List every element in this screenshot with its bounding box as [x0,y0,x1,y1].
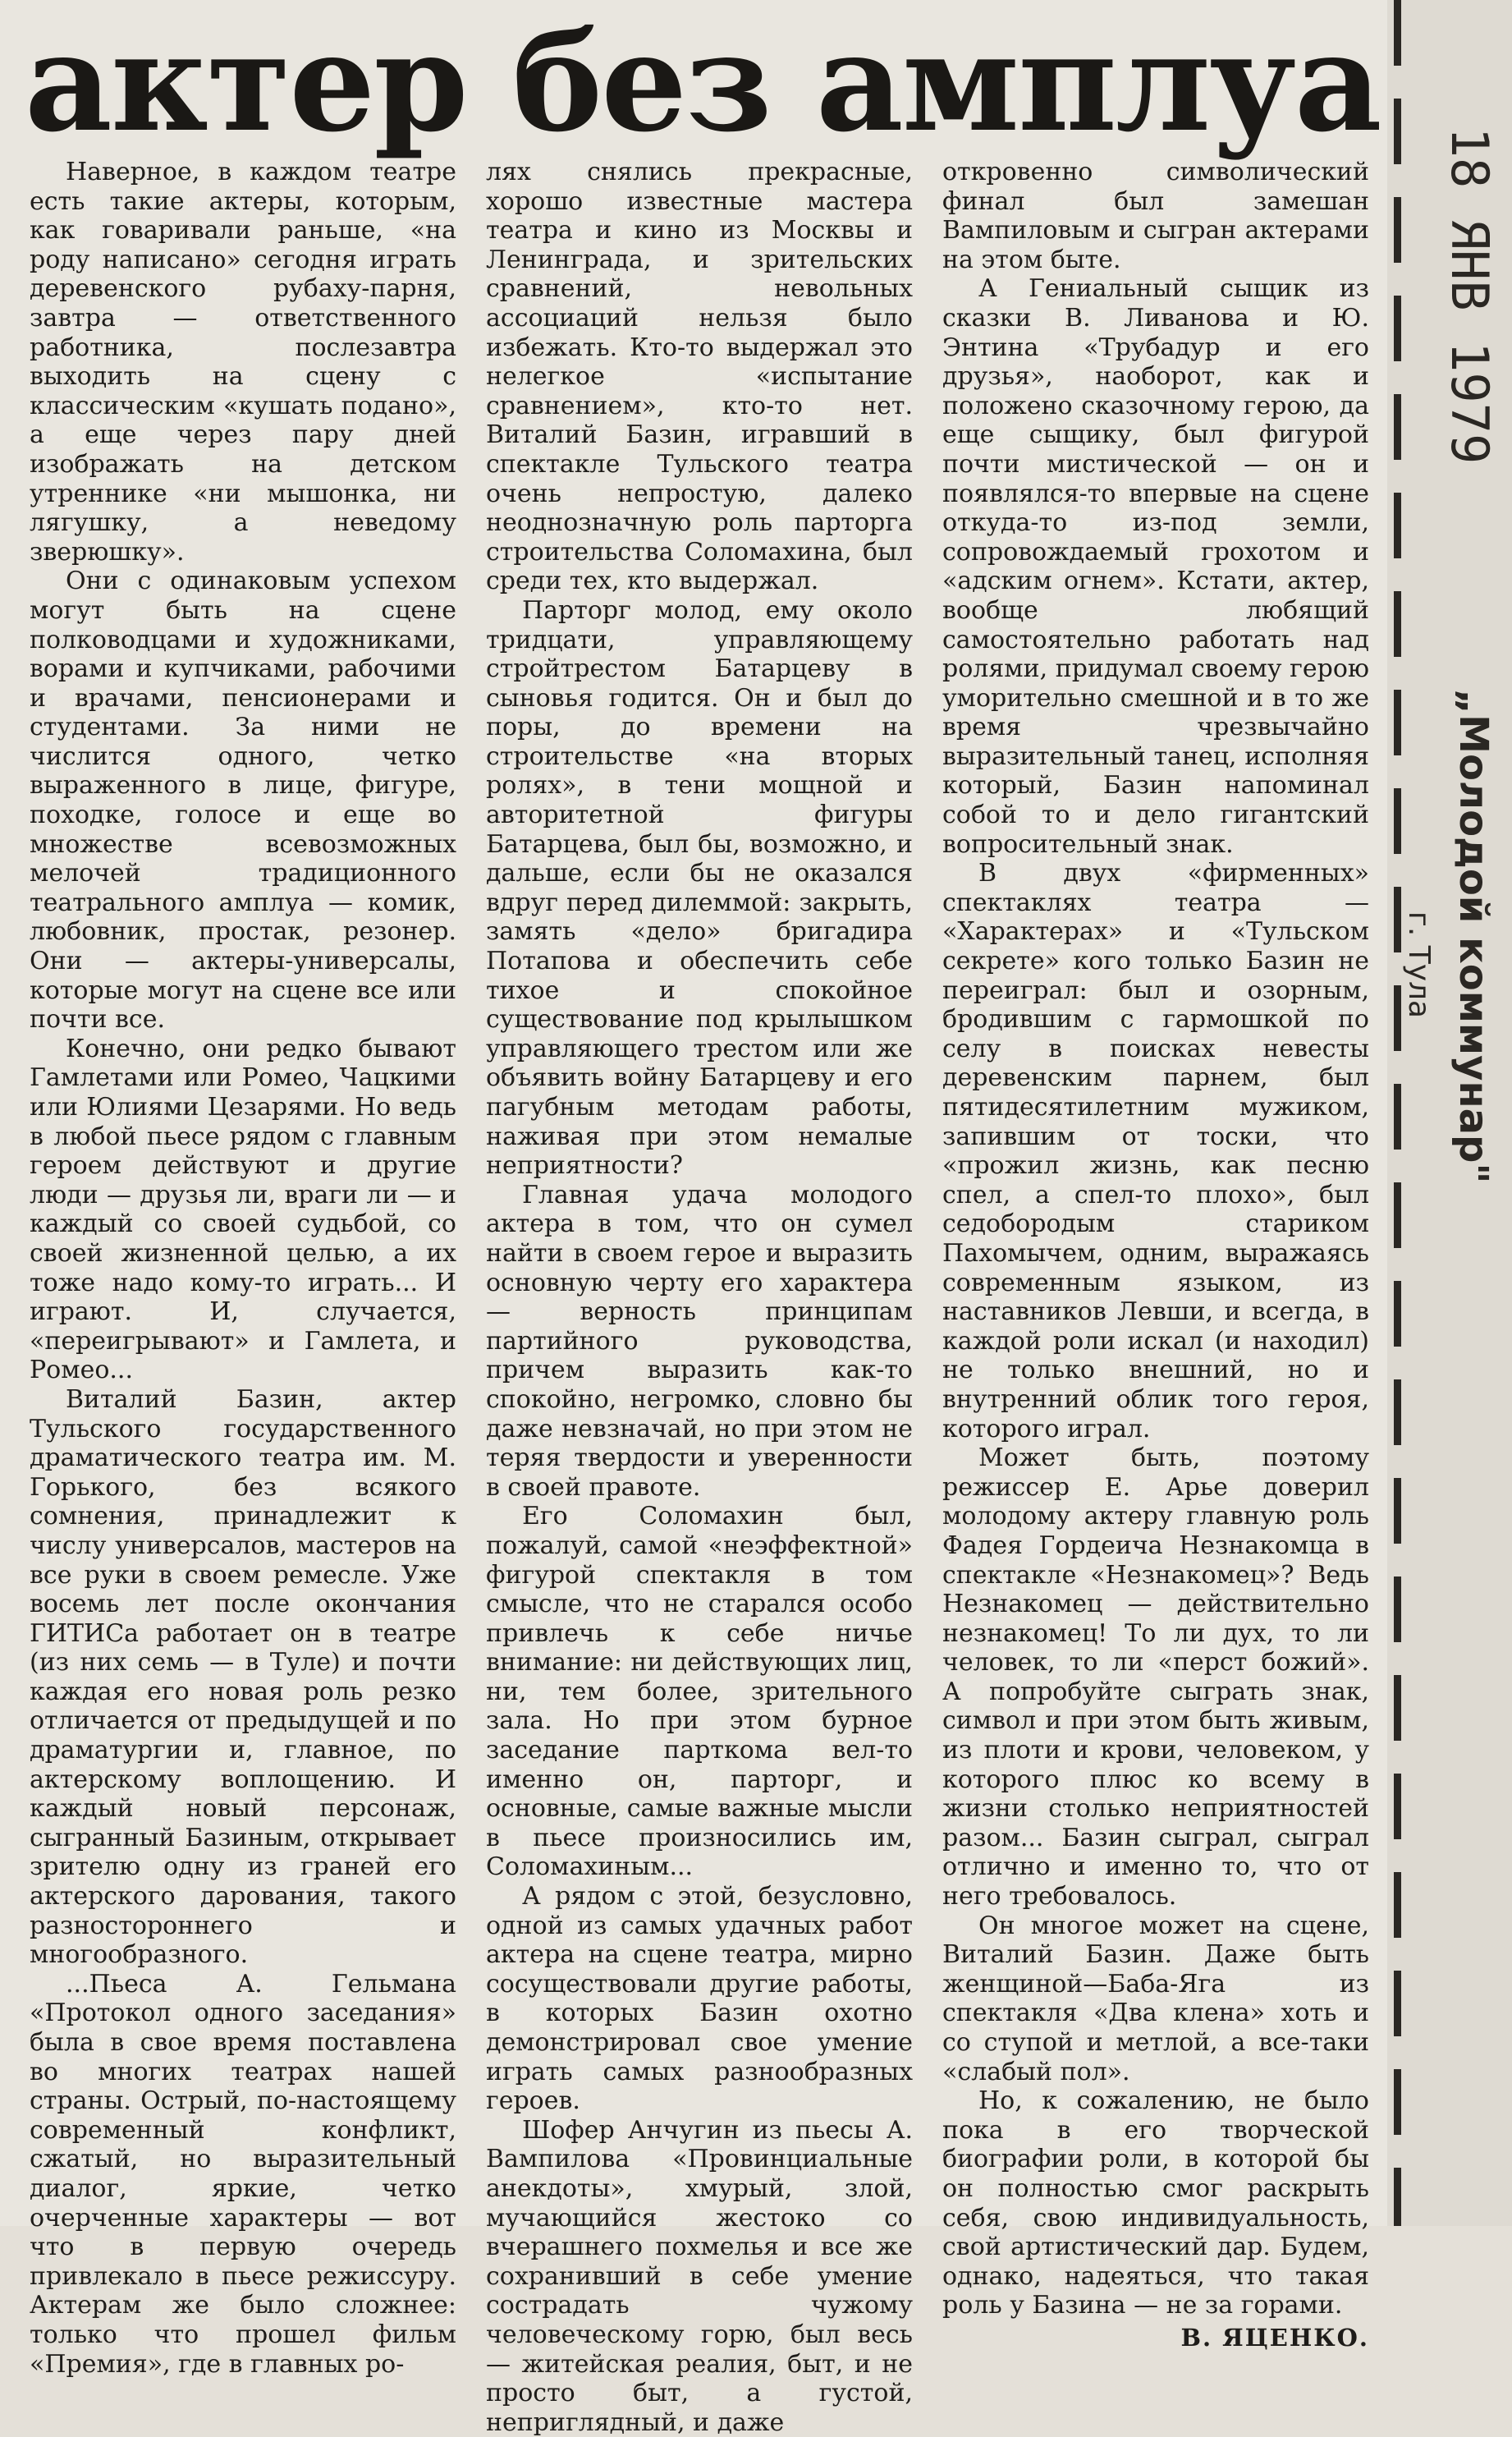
paragraph: Главная удача молодого актера в том, что он сумел найти в своем герое и выразить основную черту его характера — верность принципам партийного руководства, причем выразить как-то спокойно, негромко, словно бы даже невзначай, но при этом не теряя твердости и уверенности в своей правоте. [486,1180,913,1502]
paragraph: Парторг молод, ему около тридцати, управляющему стройтрестом Батарцеву в сыновья годится. Он и был до поры, до времени на строительстве «на вторых ролях», в тени мощной и авторитетной фигуры Батарцева, был бы, возможно, и дальше, если бы не оказался вдруг перед дилеммой: закрыть, замять «дело» бригадира Потапова и обеспечить себе тихое и спокойное существование под крылышком управляющего трестом или же объявить войну Батарцеву и его пагубным методам работы, наживая при этом немалые неприятности? [486,595,913,1181]
column-1 [30,158,456,2379]
city-stamp: г. Тула [1402,911,1436,1019]
paragraph: А Гениальный сыщик из сказки В. Ливанова и Ю. Энтина «Трубадур и его друзья», наоборот, как и положено сказочному герою, да еще сыщику, был фигурой почти мистической — он и появлялся-то впервые на сцене откуда-то из-под земли, сопровождаемый грохотом и «адским огнем». Кстати, актер, вообще любящий самостоятельно работать над ролями, придумал своему герою уморительно смешной и в то же время чрезвычайно выразительный танец, исполняя который, Базин напоминал собой то и дело гигантский вопросительный знак. [942,274,1369,859]
paragraph: Виталий Базин, актер Тульского государственного драматического театра им. М. Горького, без всякого сомнения, принадлежит к числу универсалов, мастеров на все руки в своем ремесле. Уже восемь лет после окончания ГИТИСа работает он в театре (из них семь — в Туле) и почти каждая его новая роль резко отличается от предыдущей и по драматургии и, главное, по актерскому воплощению. И каждый новый персонаж, сыгранный Базиным, открывает зрителю одну из граней его актерского дарования, такого разностороннего и многообразного. [30,1384,456,1970]
paragraph: лях снялись прекрасные, хорошо известные мастера театра и кино из Москвы и Ленинграда, и зрительских сравнений, невольных ассоциаций нельзя было избежать. Кто-то выдержал это нелегкое «испытание сравнением», кто-то нет. Виталий Базин, игравший в спектакле Тульского театра очень непростую, далеко неоднозначную роль парторга строительства Соломахина, был среди тех, кто выдержал. [486,158,913,596]
column-2 [486,158,913,2437]
paragraph: Они с одинаковым успехом могут быть на сцене полководцами и художниками, ворами и купчиками, рабочими и врачами, пенсионерами и студентами. За ними не числится одного, четко выраженного в лице, фигуре, походке, голосе и еще во множестве всевозможных мелочей традиционного театрального амплуа — комик, любовник, простак, резонер. Они — актеры-универсалы, которые могут на сцене все или почти все. [30,567,456,1035]
paragraph: откровенно символический финал был замешан Вампиловым и сыгран актерами на этом быте. [942,158,1369,274]
column-3 [942,158,1369,2352]
paragraph: Он многое может на сцене, Виталий Базин. Даже быть женщиной—Баба-Яга из спектакля «Два клена» хоть и со ступой и метлой, а все-таки «слабый пол». [942,1911,1369,2086]
paragraph: Может быть, поэтому режиссер Е. Арье доверил молодому актеру главную роль Фадея Гордеича Незнакомца в спектакле «Незнакомец»? Ведь Незнакомец — действительно незнакомец! То ли дух, то ли человек, то ли «перст божий». А попробуйте сыграть знак, символ и при этом быть живым, из плоти и крови, человеком, у которого плюс ко всему в жизни столько неприятностей разом... Базин сыграл, сыграл отлично и именно то, что от него требовалось. [942,1443,1369,1912]
paragraph: А рядом с этой, безусловно, одной из самых удачных работ актера на сцене театра, мирно сосуществовали другие работы, в которых Базин охотно демонстрировал свое умение играть самых разнообразных героев. [486,1882,913,2116]
paragraph: Шофер Анчугин из пьесы А. Вампилова «Провинциальные анекдоты», хмурый, злой, мучающийся жестоко со вчерашнего похмелья и все же сохранивший в себе умение сострадать чужому человеческому горю, был весь — житейская реалия, быт, и не просто быт, а густой, неприглядный, и даже [486,2115,913,2437]
date-stamp: 18 ЯНВ 1979 [1440,126,1500,465]
source-stamp: „Молодой коммунар" [1450,688,1496,1184]
paragraph: Конечно, они редко бывают Гамлетами или Ромео, Чацкими или Юлиями Цезарями. Но ведь в любой пьесе рядом с главным героем действуют и другие люди — друзья ли, враги ли — и каждый со своей судьбой, со своей жизненной целью, а их тоже надо кому-то играть... И играют. И, случается, «переигрывают» и Гамлета, и Ромео... [30,1034,456,1385]
paragraph: Его Соломахин был, пожалуй, самой «неэффектной» фигурой спектакля в том смысле, что не старался особо привлечь к себе ничье внимание: ни действующих лиц, ни, тем более, зрительного зала. Но при этом бурное заседание парткома вел-то именно он, парторг, и основные, самые важные мысли в пьесе произносились им, Соломахиным... [486,1502,913,1882]
paragraph: ...Пьеса А. Гельмана «Протокол одного заседания» была в свое время поставлена во многих театрах нашей страны. Острый, по-настоящему современный конфликт, сжатый, но выразительный диалог, яркие, четко очерченные характеры — вот что в первую очередь привлекало в пьесе режиссуру. Актерам же было сложнее: только что прошел фильм «Премия», где в главных ро- [30,1969,456,2379]
headline: актер без амплуа [25,2,1381,162]
article-body [30,158,1369,2437]
paragraph: Но, к сожалению, не было пока в его творческой биографии роли, в которой бы он полностью смог раскрыть себя, свою индивидуальность, свой артистический дар. Будем, однако, надеяться, что такая роль у Базина — не за горами. [942,2086,1369,2320]
author-signature: В. ЯЦЕНКО. [1180,2323,1369,2352]
dashed-border [1394,0,1401,2226]
paragraph: В двух «фирменных» спектаклях театра — «Характерах» и «Тульском секрете» кого только Базин не переиграл: был и озорным, бродившим с гармошкой по селу в поисках невесты деревенским парнем, был пятидесятилетним мужиком, запившим от тоски, что «прожил жизнь, как песню спел, а спел-то плохо», был седобородым стариком Пахомычем, одним, выражаясь современным языком, из наставников Левши, и всегда, в каждой роли искал (и находил) не только внешний, но и внутренний облик того героя, которого играл. [942,859,1369,1443]
paragraph: Наверное, в каждом театре есть такие актеры, которым, как говаривали раньше, «на роду написано» сегодня играть деревенского рубаху-парня, завтра — ответственного работника, послезавтра выходить на сцену с классическим «кушать подано», а еще через пару дней изображать на детском утреннике «ни мышонка, ни лягушку, а неведому зверюшку». [30,158,456,567]
